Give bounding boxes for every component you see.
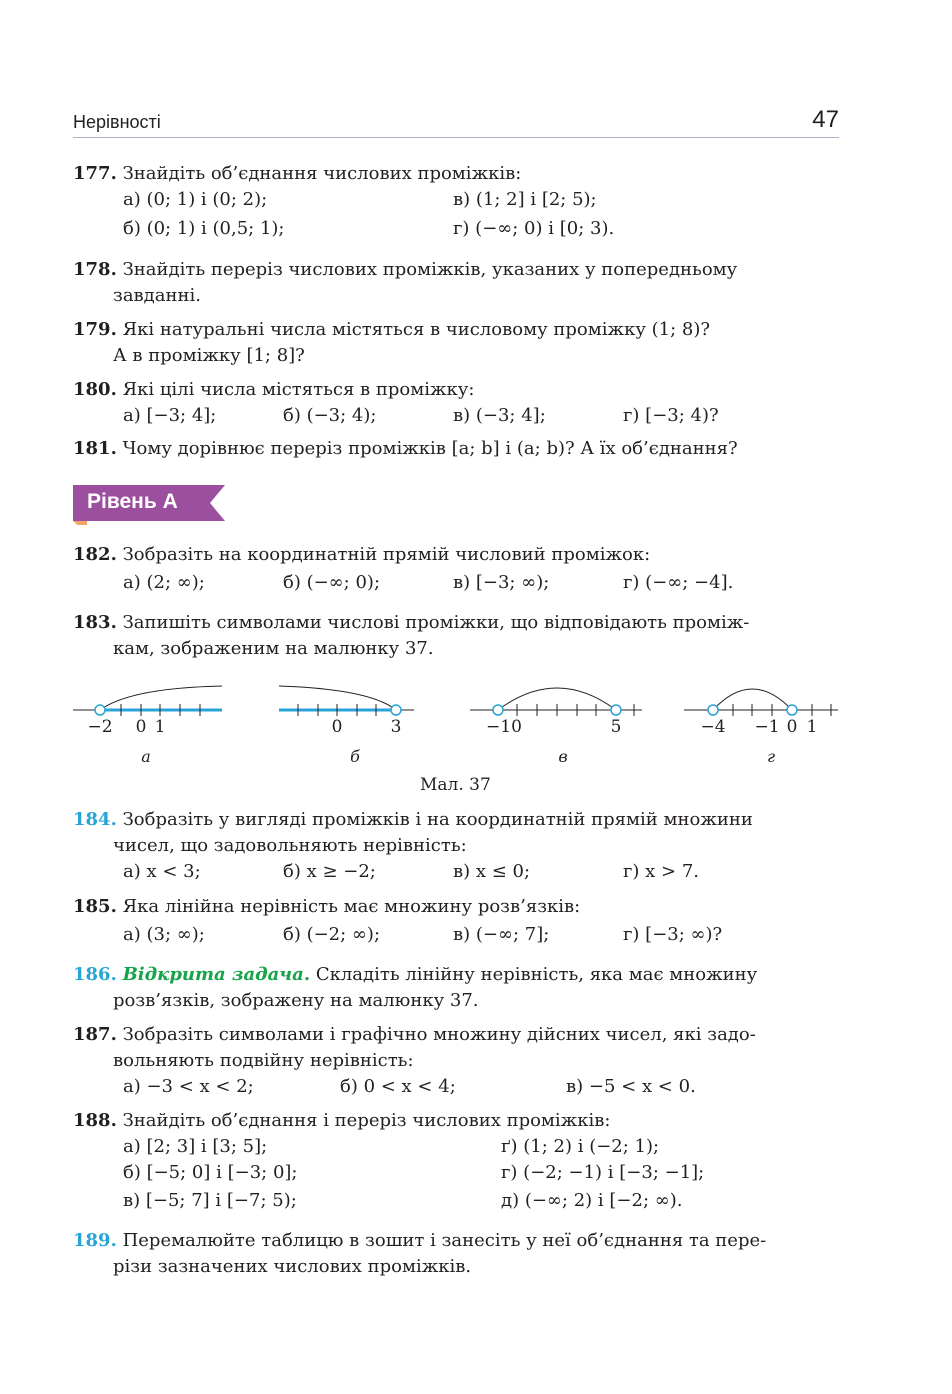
tick-label: 0 [135,717,147,737]
problem-187 [73,1023,756,1047]
problem-185 [73,895,580,919]
tick-label: 5 [610,717,622,737]
open-task-label: Відкрита задача. [122,964,311,985]
tick-label: 1 [806,717,818,737]
option-b: б) 0 < x < 4; [340,1076,456,1097]
tick-label: 0 [331,717,343,737]
number-line-v [470,688,642,737]
problem-text: Знайдіть об’єднання числових проміжків: [122,163,522,184]
option-a: а) −3 < x < 2; [123,1076,254,1097]
problem-text: Яка лінійна нерівність має множину розв’язків: [122,896,581,917]
problem-180 [73,378,474,402]
open-point [391,705,401,715]
problem-184 [73,808,753,832]
problem-text: Знайдіть переріз числових проміжків, указаних у попередньому [122,259,738,280]
problem-186 [73,963,757,987]
option-gg: ґ) (1; 2) і (−2; 1); [501,1136,660,1157]
problem-188 [73,1109,610,1133]
number-line-b [279,686,414,737]
option-v: в) −5 < x < 0. [566,1076,696,1097]
tick-label: −2 [87,717,113,737]
open-point [95,705,105,715]
panel-caption-b: б [350,747,360,766]
problem-text-cont: чисел, що задовольняють нерівність: [113,835,467,856]
problem-text: Які натуральні числа містяться в числовому проміжку (1; 8)? [122,319,711,340]
option-b: б) (−2; ∞); [283,924,381,945]
panel-caption-g: г [766,747,776,766]
problem-text: Запишіть символами числові проміжки, що відповідають проміж- [122,612,750,633]
figure-caption: Мал. 37 [420,775,491,795]
option-g: г) [−3; 4)? [623,405,719,426]
problem-number: 188. [73,1110,117,1131]
option-b: б) (−3; 4); [283,405,377,426]
problem-number: 179. [73,319,117,340]
number-line-g [684,689,838,737]
option-g: г) [−3; ∞)? [623,924,723,945]
problem-text: Складіть лінійну нерівність, яка має множину [310,964,758,985]
problem-number: 187. [73,1024,117,1045]
problem-177 [73,162,521,186]
level-banner [73,485,225,521]
problem-text: Чому дорівнює переріз проміжків [a; b] і (a; b)? А їх об’єднання? [122,438,738,459]
option-v: в) [−3; ∞); [453,572,550,593]
tick-label: −10 [486,717,522,737]
problem-text: Які цілі числа містяться в проміжку: [122,379,475,400]
problem-text-cont: розв’язків, зображену на малюнку 37. [113,990,479,1011]
option-v: в) (−∞; 7]; [453,924,550,945]
problem-number: 177. [73,163,117,184]
problem-text: Перемалюйте таблицю в зошит і занесіть у неї об’єднання та пере- [116,1230,767,1251]
option-a: а) [2; 3] і [3; 5]; [123,1136,268,1157]
problem-178 [73,258,737,282]
problem-text: Зобразіть на координатній прямій числовий проміжок: [122,544,651,565]
option-v: в) [−5; 7] і [−7; 5); [123,1190,297,1211]
running-header-title: Нерівності [73,112,161,132]
open-point [611,705,621,715]
problem-179 [73,318,710,342]
option-g: г) x > 7. [623,861,700,882]
option-b: б) (0; 1) і (0,5; 1); [123,218,285,239]
option-a: а) (2; ∞); [123,572,205,593]
option-v: в) (−3; 4]; [453,405,546,426]
problem-text: Зобразіть у вигляді проміжків і на координатній прямій множини [122,809,753,830]
problem-text: Знайдіть об’єднання і переріз числових проміжків: [122,1110,611,1131]
option-g: г) (−∞; −4]. [623,572,734,593]
option-a: а) (0; 1) і (0; 2); [123,189,268,210]
option-v: в) x ≤ 0; [453,861,531,882]
page-number: 47 [812,106,839,133]
problem-text-cont: завданні. [113,285,201,306]
problem-number: 181. [73,438,117,459]
option-v: в) (1; 2] і [2; 5); [453,189,597,210]
problem-number: 182. [73,544,117,565]
option-a: а) (3; ∞); [123,924,205,945]
problem-number: 189. [73,1230,117,1251]
problem-text-cont: різи зазначених числових проміжків. [113,1256,472,1277]
figure-37 [0,676,952,786]
panel-caption-a: а [141,747,151,766]
problem-text-cont: А в проміжку [1; 8]? [113,345,305,366]
problem-number: 186. [73,964,117,985]
option-b: б) [−5; 0] і [−3; 0]; [123,1162,298,1183]
option-g: г) (−∞; 0) і [0; 3). [453,218,615,239]
tick-label: 1 [154,717,166,737]
level-label: Рівень А [87,490,178,513]
problem-number: 183. [73,612,117,633]
problem-text-cont: кам, зображеним на малюнку 37. [113,638,434,659]
header-divider [73,137,839,138]
option-g: г) (−2; −1) і [−3; −1]; [501,1162,705,1183]
tick-label: −1 [754,717,780,737]
open-point [493,705,503,715]
option-b: б) (−∞; 0); [283,572,381,593]
problem-text-cont: вольняють подвійну нерівність: [113,1050,414,1071]
problem-181 [73,437,738,461]
tick-label: −4 [700,717,726,737]
open-point [787,705,797,715]
problem-number: 184. [73,809,117,830]
option-d: д) (−∞; 2) і [−2; ∞). [501,1190,683,1211]
problem-number: 178. [73,259,117,280]
problem-189 [73,1229,766,1253]
problem-182 [73,543,650,567]
panel-caption-v: в [558,747,568,766]
tick-label: 0 [786,717,798,737]
option-a: а) [−3; 4]; [123,405,217,426]
open-point [708,705,718,715]
problem-text: Зобразіть символами і графічно множину дійсних чисел, які задо- [122,1024,756,1045]
problem-number: 180. [73,379,117,400]
tick-label: 3 [390,717,402,737]
option-a: а) x < 3; [123,861,201,882]
number-line-a [73,686,222,737]
option-b: б) x ≥ −2; [283,861,376,882]
interval-arc [100,686,222,710]
problem-number: 185. [73,896,117,917]
problem-183 [73,611,749,635]
